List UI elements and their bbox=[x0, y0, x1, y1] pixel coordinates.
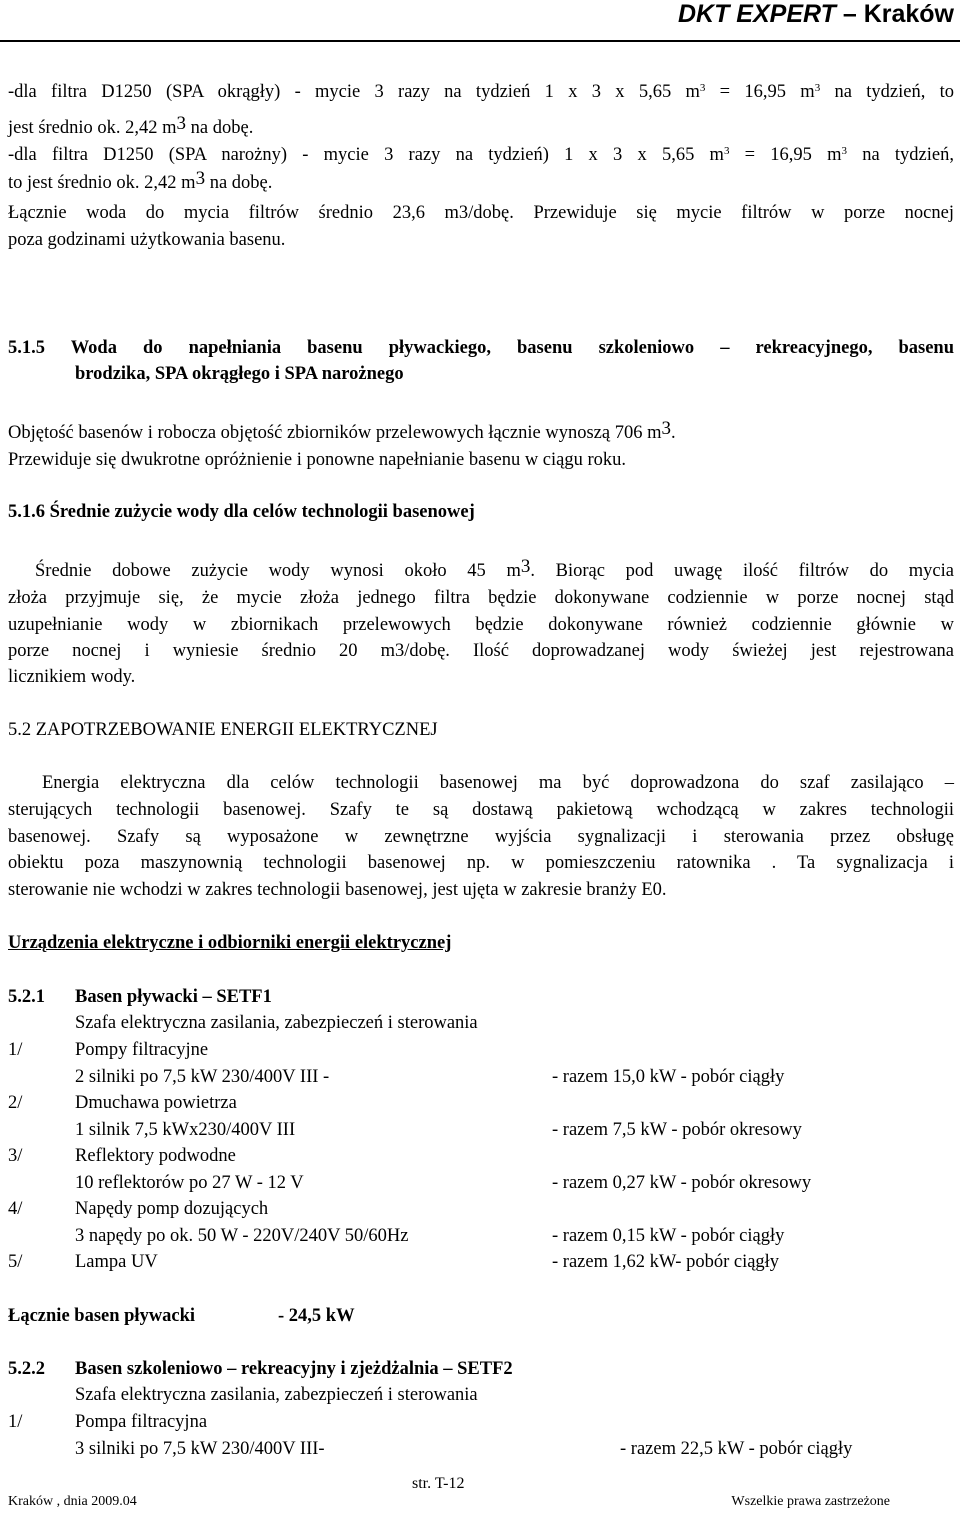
header-dash: – bbox=[842, 0, 857, 28]
item-load: - razem 1,62 kW- pobór ciągły bbox=[552, 1252, 780, 1272]
item-name: Dmuchawa powietrza bbox=[75, 1093, 237, 1113]
section-52-line-3: basenowej. Szafy są wyposażone w zewnętrzne wyjścia sygnalizacji i sterowania przez obsługę bbox=[8, 827, 954, 847]
filter-line-1: -dla filtra D1250 (SPA okrągły) - mycie 3 razy na tydzień 1 x 3 x 5,65 $m^3 = 16,95$ $m^3$ na tydzień, to bbox=[8, 82, 954, 102]
item-number: 2/ bbox=[8, 1093, 23, 1113]
section-515-volume: Objętość basenów i robocza objętość zbiorników przelewowych łącznie wynoszą 706 m3. bbox=[8, 418, 676, 443]
item-spec: 3 silniki po 7,5 kW 230/400V III- bbox=[75, 1439, 325, 1459]
section-515-heading: 5.1.5 Woda do napełniania basenu pływackiego, basenu szkoleniowo – rekreacyjnego, basenu bbox=[8, 338, 954, 358]
section-515-refill: Przewiduje się dwukrotne opróżnienie i ponowne napełnianie basenu w ciągu roku. bbox=[8, 450, 627, 470]
section-522-number: 5.2.2 bbox=[8, 1359, 45, 1379]
electrical-devices-heading: Urządzenia elektryczne i odbiorniki energii elektrycznej bbox=[8, 933, 452, 953]
footer-date: Kraków , dnia 2009.04 bbox=[8, 1494, 137, 1509]
section-521-total-value: - 24,5 kW bbox=[278, 1306, 355, 1326]
section-522-title: Basen szkoleniowo – rekreacyjny i zjeżdżalnia – SETF2 bbox=[75, 1359, 513, 1379]
item-name: Lampa UV bbox=[75, 1252, 158, 1272]
header-city: Kraków bbox=[863, 0, 954, 28]
header-brand: DKT EXPERT bbox=[677, 0, 836, 28]
section-521-number: 5.2.1 bbox=[8, 987, 45, 1007]
item-spec: 1 silnik 7,5 kWx230/400V III bbox=[75, 1120, 296, 1140]
section-521-cabinet: Szafa elektryczna zasilania, zabezpieczeń i sterowania bbox=[75, 1013, 478, 1033]
item-load: - razem 7,5 kW - pobór okresowy bbox=[552, 1120, 802, 1140]
section-516-line-1: Średnie dobowe zużycie wody wynosi około 45 m3. Biorąc pod uwagę ilość filtrów do mycia bbox=[35, 556, 954, 581]
section-516-line-4: porze nocnej i wyniesie średnio 20 m3/dobę. Ilość doprowadzanej wody świeżej jest rejestrowana bbox=[8, 641, 954, 661]
item-name: Pompa filtracyjna bbox=[75, 1412, 208, 1432]
page-header bbox=[678, 0, 954, 29]
section-52-heading: 5.2 ZAPOTRZEBOWANIE ENERGII ELEKTRYCZNEJ bbox=[8, 720, 438, 740]
section-516-heading: 5.1.6 Średnie zużycie wody dla celów technologii basenowej bbox=[8, 502, 475, 522]
item-load: - razem 22,5 kW - pobór ciągły bbox=[620, 1439, 853, 1459]
item-name: Reflektory podwodne bbox=[75, 1146, 236, 1166]
item-number: 1/ bbox=[8, 1040, 23, 1060]
item-load: - razem 0,15 kW - pobór ciągły bbox=[552, 1226, 785, 1246]
section-516-line-5: licznikiem wody. bbox=[8, 667, 136, 687]
filter-line-4: to jest średnio ok. 2,42 m3 na dobę. bbox=[8, 168, 273, 193]
footer-rights: Wszelkie prawa zastrzeżone bbox=[731, 1494, 890, 1509]
section-521-title: Basen pływacki – SETF1 bbox=[75, 987, 272, 1007]
item-spec: 3 napędy po ok. 50 W - 220V/240V 50/60Hz bbox=[75, 1226, 409, 1246]
filter-line-5: Łącznie woda do mycia filtrów średnio 23,6 m3/dobę. Przewiduje się mycie filtrów w porze nocnej bbox=[8, 203, 954, 223]
section-52-line-1: Energia elektryczna dla celów technologii basenowej ma być doprowadzona do szaf zasilająco – bbox=[42, 773, 954, 793]
section-52-line-5: sterowanie nie wchodzi w zakres technologii basenowej, jest ujęta w zakresie branży E0. bbox=[8, 880, 667, 900]
section-52-line-2: sterujących technologii basenowej. Szafy te są dostawą pakietową wchodzącą w zakres technologii bbox=[8, 800, 954, 820]
header-rule bbox=[0, 40, 960, 42]
item-spec: 2 silniki po 7,5 kW 230/400V III - bbox=[75, 1067, 330, 1087]
item-number: 3/ bbox=[8, 1146, 23, 1166]
filter-line-2: jest średnio ok. 2,42 m3 na dobę. bbox=[8, 113, 254, 138]
item-name: Napędy pomp dozujących bbox=[75, 1199, 269, 1219]
item-spec: 10 reflektorów po 27 W - 12 V bbox=[75, 1173, 304, 1193]
item-name: Pompy filtracyjne bbox=[75, 1040, 209, 1060]
section-52-line-4: obiektu poza maszynownią technologii basenowej np. w pomieszczeniu ratownika . Ta sygnalizacja i bbox=[8, 853, 954, 873]
item-number: 1/ bbox=[8, 1412, 23, 1432]
item-load: - razem 15,0 kW - pobór ciągły bbox=[552, 1067, 785, 1087]
section-521-total-label: Łącznie basen pływacki bbox=[8, 1306, 196, 1326]
filter-line-6: poza godzinami użytkowania basenu. bbox=[8, 230, 286, 250]
item-load: - razem 0,27 kW - pobór okresowy bbox=[552, 1173, 812, 1193]
section-516-line-2: złoża przyjmuje się, że mycie złoża jednego filtra będzie dokonywane codziennie w porze nocnej stąd bbox=[8, 588, 954, 608]
section-515-heading-cont: brodzika, SPA okrągłego i SPA narożnego bbox=[75, 364, 404, 384]
section-522-cabinet: Szafa elektryczna zasilania, zabezpieczeń i sterowania bbox=[75, 1385, 478, 1405]
page-number: str. T-12 bbox=[412, 1475, 465, 1492]
filter-line-3: -dla filtra D1250 (SPA narożny) - mycie 3 razy na tydzień) 1 x 3 x 5,65 $m^3 = 16,95$ $m^3$ na tydzień, bbox=[8, 145, 954, 165]
section-516-line-3: uzupełnianie wody w zbiornikach przelewowych będzie dokonywane również codziennie głównie w bbox=[8, 615, 954, 635]
item-number: 5/ bbox=[8, 1252, 23, 1272]
item-number: 4/ bbox=[8, 1199, 23, 1219]
